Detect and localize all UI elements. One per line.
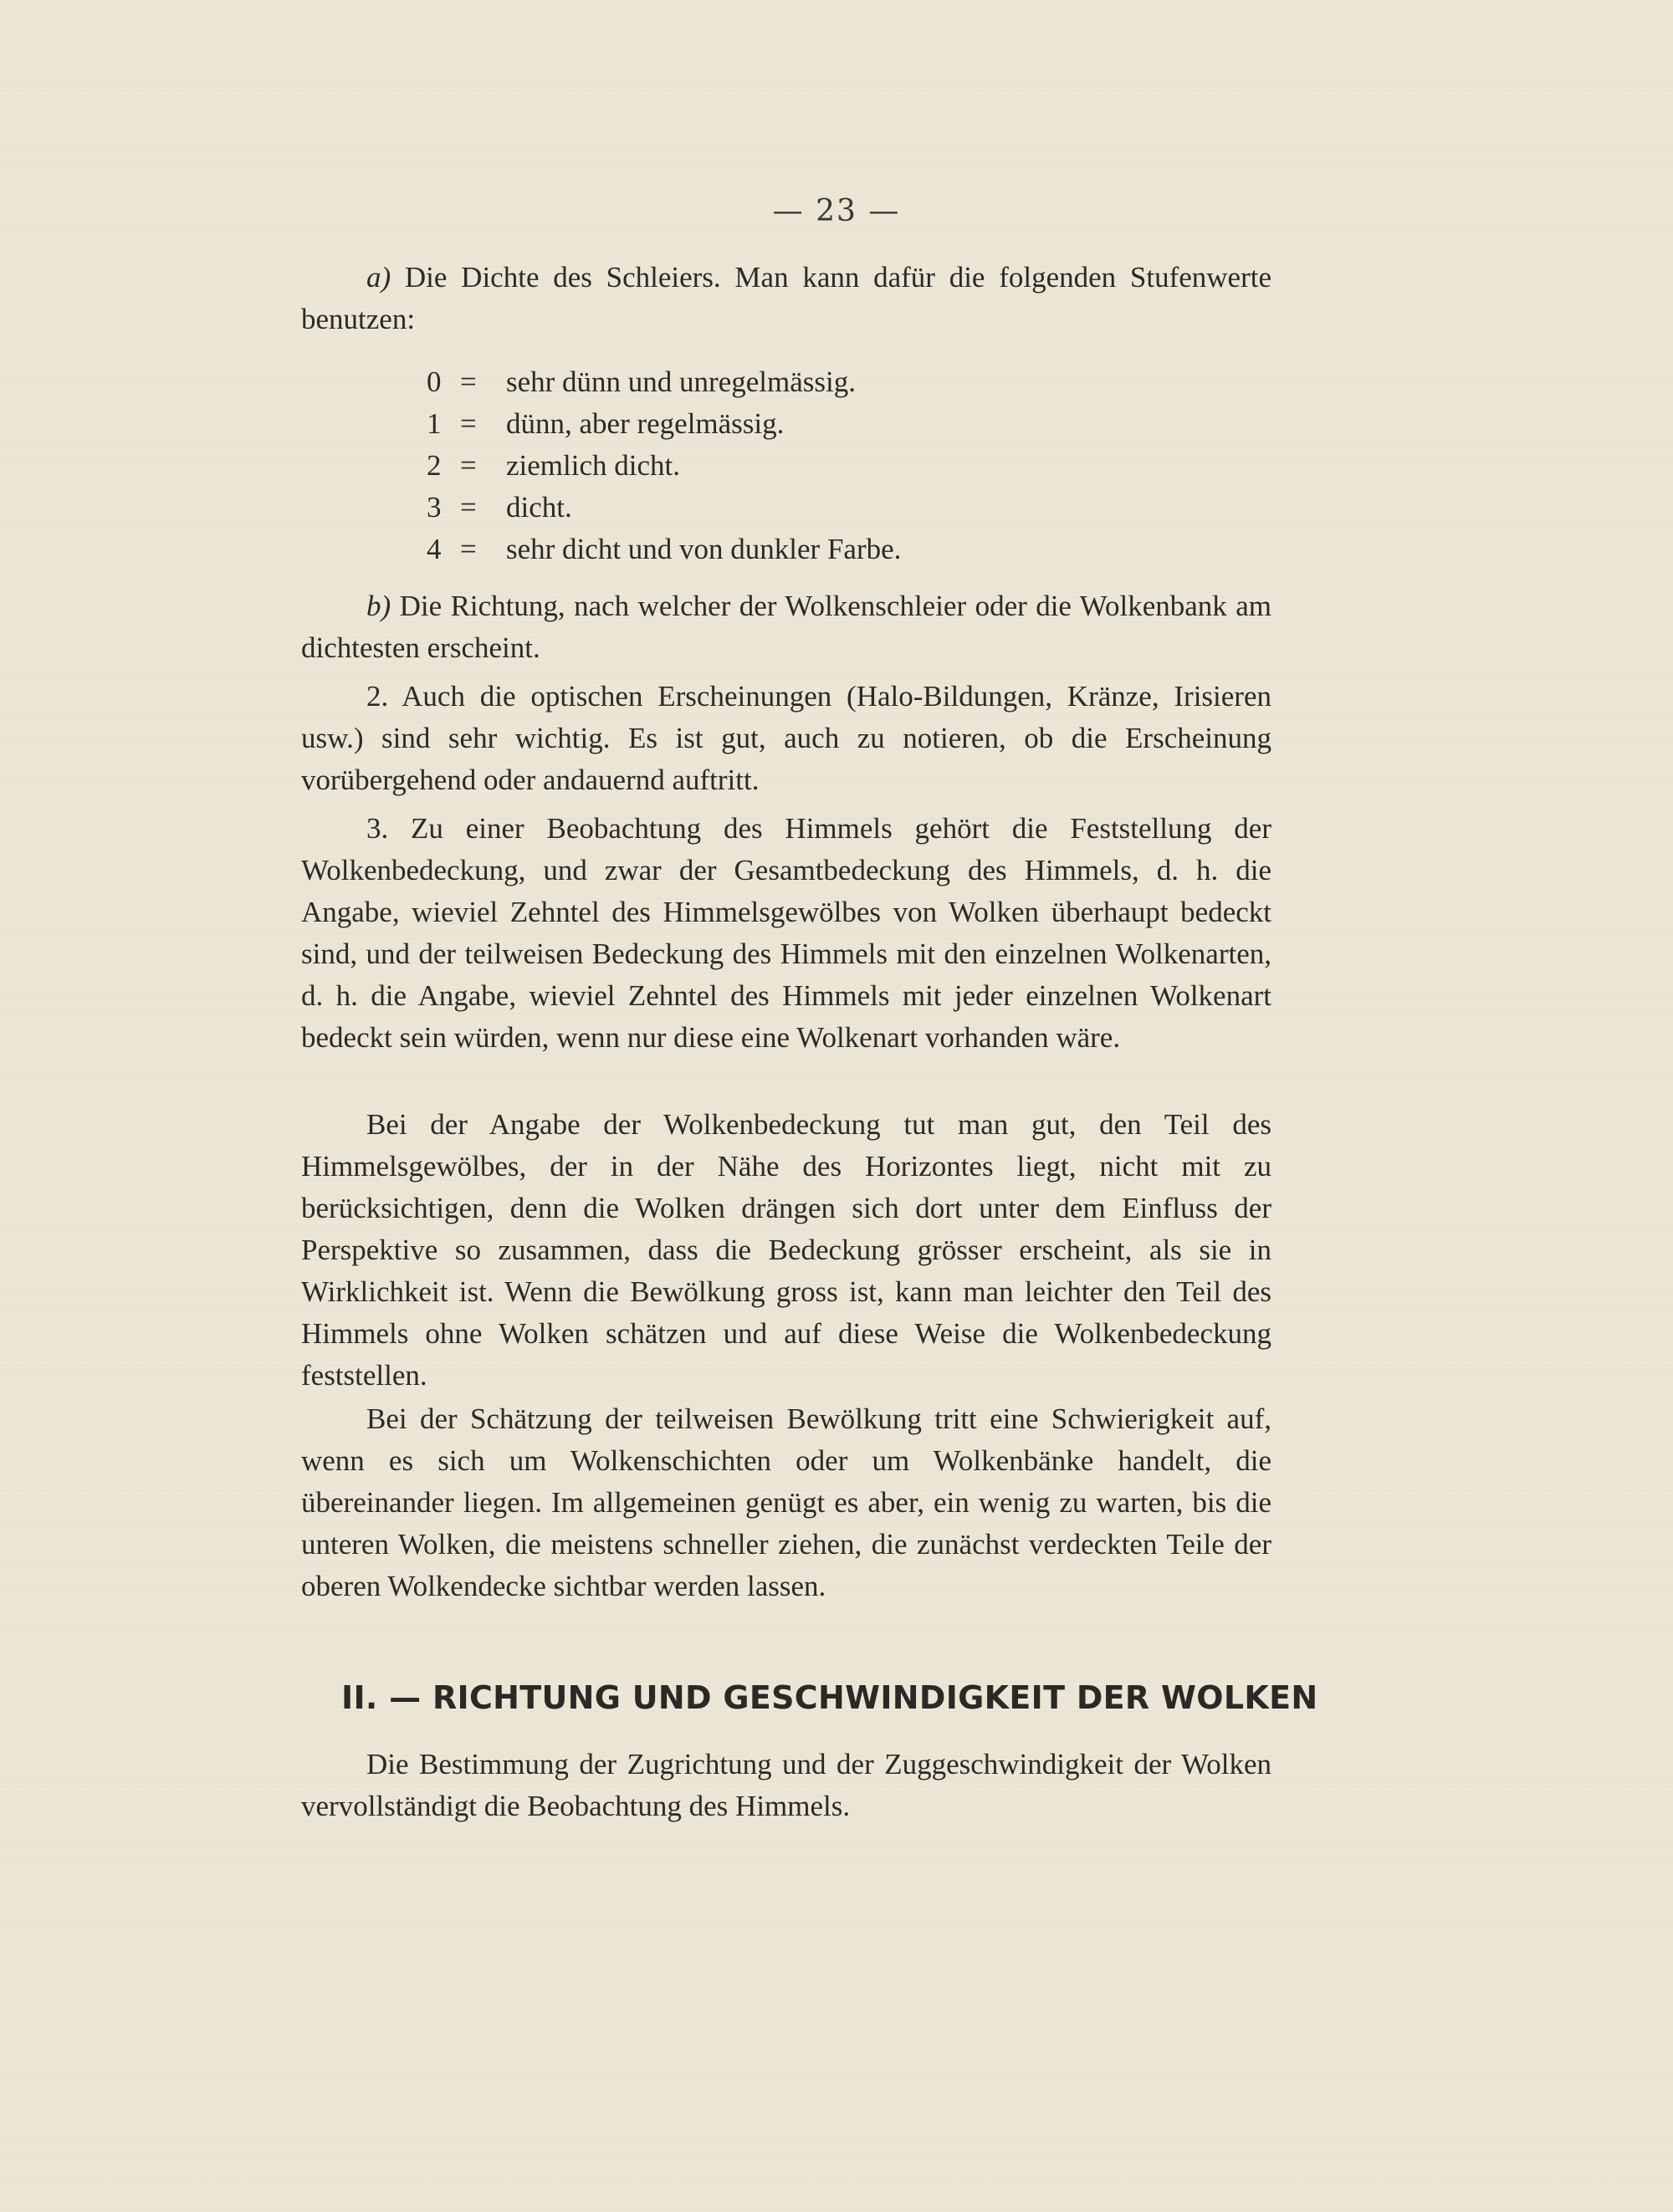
section-a-paragraph bbox=[301, 257, 1271, 340]
paragraph-cloud-cover bbox=[301, 808, 1271, 1059]
section-a bbox=[301, 257, 1271, 340]
paragraph-partial-cover bbox=[301, 1398, 1271, 1607]
page-number: — 23 — bbox=[772, 194, 901, 228]
scale-value: 2 bbox=[427, 449, 442, 482]
scale-description: sehr dicht und von dunkler Farbe. bbox=[506, 533, 902, 565]
scale-equals: = bbox=[460, 491, 477, 524]
paragraph-optical-phenomena bbox=[301, 676, 1271, 801]
scale-equals: = bbox=[460, 365, 477, 398]
scale-equals: = bbox=[460, 449, 477, 482]
paragraph-text: Bei der Angabe der Wolkenbedeckung tut man gut, den Teil des Himmelsgewölbes, der in der Nähe des Horizontes liegt, nicht mit zu berücksichtigen, denn die Wolken drängen sich dort unter dem Einfluss der Perspektive so zusammen, dass die Bedeckung grösser erscheint, als sie in Wirklichkeit ist. Wenn die Bewölkung gross ist, kann man leichter den Teil des Himmels ohne Wolken schätzen und auf diese Weise die Wolkenbedeckung feststellen. bbox=[301, 1108, 1271, 1392]
scale-value: 1 bbox=[427, 407, 442, 440]
section-heading: II. — RICHTUNG UND GESCHWINDIGKEIT DER WOLKEN bbox=[341, 1679, 1318, 1716]
list-item bbox=[427, 361, 901, 403]
scale-description: dicht. bbox=[506, 491, 572, 524]
scale-description: ziemlich dicht. bbox=[506, 449, 680, 482]
paragraph-text: Bei der Schätzung der teilweisen Bewölkung tritt eine Schwierigkeit auf, wenn es sich um Wolkenschichten oder um Wolkenbänke handelt, die übereinander liegen. Im allgemeinen genügt es aber, ein wenig zu warten, bis die unteren Wolken, die meistens schneller ziehen, die zunächst verdeckten Teile der oberen Wolkendecke sichtbar werden lassen. bbox=[301, 1402, 1271, 1602]
density-scale-list bbox=[427, 361, 901, 570]
paragraph-closing bbox=[301, 1744, 1271, 1827]
scale-description: dünn, aber regelmässig. bbox=[506, 407, 785, 440]
section-b-label: b) bbox=[366, 590, 391, 622]
section-a-text: Die Dichte des Schleiers. Man kann dafür die folgenden Stufenwerte benutzen: bbox=[301, 261, 1271, 335]
list-item bbox=[427, 487, 901, 529]
section-b-text: Die Richtung, nach welcher der Wolkenschleier oder die Wolkenbank am dichtesten erscheint. bbox=[301, 590, 1271, 664]
scale-equals: = bbox=[460, 407, 477, 440]
scale-value: 4 bbox=[427, 533, 442, 565]
scale-description: sehr dünn und unregelmässig. bbox=[506, 365, 856, 398]
paragraph-text: 3. Zu einer Beobachtung des Himmels gehört die Feststellung der Wolkenbedeckung, und zwar der Gesamtbedeckung des Himmels, d. h. die Angabe, wieviel Zehntel des Himmelsgewölbes von Wolken überhaupt bedeckt sind, und der teilweisen Bedeckung des Himmels mit den einzelnen Wolkenarten, d. h. die Angabe, wieviel Zehntel des Himmels mit jeder einzelnen Wolkenart bedeckt sein würden, wenn nur diese eine Wolkenart vorhanden wäre. bbox=[301, 812, 1271, 1054]
list-item bbox=[427, 445, 901, 487]
list-item bbox=[427, 403, 901, 445]
paragraph-text: Die Bestimmung der Zugrichtung und der Zuggeschwindigkeit der Wolken vervollständigt die Beobachtung des Himmels. bbox=[301, 1748, 1271, 1822]
scale-value: 0 bbox=[427, 365, 442, 398]
paragraph-horizon bbox=[301, 1104, 1271, 1397]
section-b-paragraph bbox=[301, 585, 1271, 669]
list-item bbox=[427, 529, 901, 570]
section-a-label: a) bbox=[366, 261, 391, 294]
paragraph-text: 2. Auch die optischen Erscheinungen (Halo-Bildungen, Kränze, Irisieren usw.) sind sehr wichtig. Es ist gut, auch zu notieren, ob die Erscheinung vorübergehend oder andauernd auftritt. bbox=[301, 680, 1271, 796]
scale-value: 3 bbox=[427, 491, 442, 524]
scale-equals: = bbox=[460, 533, 477, 565]
section-b bbox=[301, 585, 1271, 669]
